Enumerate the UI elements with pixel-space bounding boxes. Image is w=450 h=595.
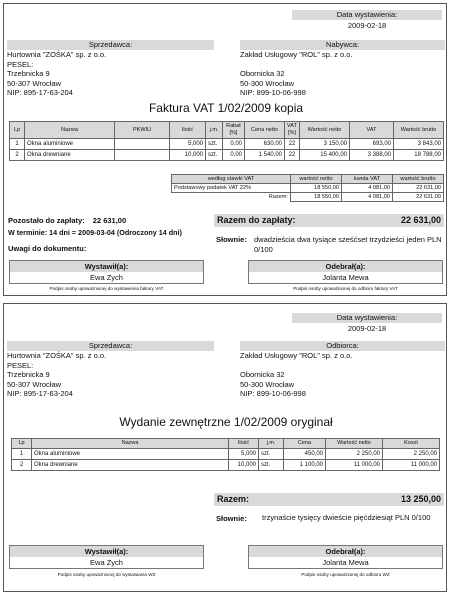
payment-term: W terminie: 14 dni = 2009-03-04 (Odroczony 14 dni) [8, 228, 182, 237]
cell-qty: 10,000 [229, 460, 259, 471]
wz-title: Wydanie zewnętrzne 1/02/2009 oryginał [119, 415, 333, 429]
wz-received-by-note: Podpis osoby upoważnionej do odbioru WZ [301, 572, 390, 577]
to-pay-label: Pozostało do zapłaty: [8, 216, 85, 225]
buyer-line: 50-300 Wrocław [240, 78, 295, 88]
table-row [12, 460, 440, 471]
col-header: j.m. [206, 122, 223, 139]
cell-name: Okna aluminiowe [32, 449, 229, 460]
col-header: Cena netto [245, 122, 285, 139]
cell-pkwiu [115, 139, 170, 150]
vat-net: 18 550,00 [291, 184, 342, 193]
wz-recipient-line: Obornicka 32 [240, 370, 285, 379]
received-by-box [248, 260, 443, 284]
cell-discount: 0,00 [223, 150, 245, 161]
vat-total-label: Razem: [268, 194, 288, 201]
cell-price: 1 100,00 [284, 460, 326, 471]
issue-date-label: Data wystawienia: [292, 10, 442, 20]
vat-gross-total: 22 631,00 [393, 193, 444, 202]
cell-net-value: 2 250,00 [326, 449, 383, 460]
cell-unit: szt. [206, 150, 223, 161]
received-by-label: Odebrał(a): [249, 261, 442, 272]
issued-by-note: Podpis osoby upoważnionej do wystawienia faktury VAT [49, 286, 164, 291]
wz-recipient-header: Odbiorca: [240, 341, 445, 351]
cell-unit: szt. [259, 460, 284, 471]
issued-by-box [9, 260, 204, 284]
wz-document [3, 303, 447, 592]
wz-words-label: Słownie: [216, 514, 247, 523]
wz-seller-line: Hurtownia "ZOŚKA" sp. z o.o. [7, 351, 107, 360]
wz-recipient-line: 50-300 Wrocław [240, 379, 295, 389]
cell-price: 450,00 [284, 449, 326, 460]
wz-issued-by-label: Wystawił(a): [10, 546, 203, 557]
cell-discount: 0,00 [223, 139, 245, 150]
col-header: Wartość netto [300, 122, 350, 139]
wz-total-bar [214, 493, 444, 506]
wz-total-label: Razem: [217, 494, 250, 504]
vat-net-total: 18 550,00 [291, 193, 342, 202]
col-header: Rabat [%] [223, 122, 245, 139]
vat-amount: 4 081,00 [342, 184, 393, 193]
col-header: VAT [350, 122, 394, 139]
vat-col-header: wartość netto [291, 175, 342, 184]
cell-pkwiu [115, 150, 170, 161]
received-by-note: Podpis osoby upoważnionej do odbioru faktury VAT [293, 286, 398, 291]
vat-summary-table [171, 174, 444, 202]
wz-total-value: 13 250,00 [400, 494, 441, 504]
wz-seller-header: Sprzedawca: [7, 341, 214, 351]
table-row [12, 449, 440, 460]
cell-gross-value: 18 788,00 [394, 150, 444, 161]
cell-unit: szt. [259, 449, 284, 460]
total-due-label: Razem do zapłaty: [217, 215, 296, 225]
wz-issued-by-note: Podpis osoby upoważnionej do wystawiania WZ [57, 572, 156, 577]
seller-block [7, 40, 214, 98]
table-row [10, 150, 444, 161]
wz-col-header: Koszt [383, 439, 440, 449]
wz-col-header: Ilość [229, 439, 259, 449]
wz-col-header: Cena [284, 439, 326, 449]
vat-rate-name: Podstawowy podatek VAT 22% [172, 184, 291, 193]
buyer-line: Zakład Usługowy "ROL" sp. z o.o. [240, 50, 353, 59]
vat-amount-total: 4 081,00 [342, 193, 393, 202]
invoice-date-box [292, 10, 442, 31]
col-header: Lp [10, 122, 25, 139]
invoice-items-table [9, 121, 444, 161]
cell-vat: 3 388,00 [350, 150, 394, 161]
wz-seller-line: 50-307 Wrocław [7, 379, 62, 389]
wz-seller-line: PESEL: [7, 360, 34, 370]
wz-issued-by-name: Ewa Zych [90, 558, 123, 567]
total-due-bar [214, 214, 444, 227]
wz-recipient-block [240, 341, 445, 399]
wz-issued-by-box [9, 545, 204, 569]
table-row [10, 139, 444, 150]
vat-summary-header [172, 175, 444, 184]
cell-lp: 1 [12, 449, 32, 460]
cell-name: Okna drewniane [32, 460, 229, 471]
buyer-line [240, 60, 445, 70]
wz-date-box [292, 313, 442, 334]
seller-line: Trzebnicka 9 [7, 69, 50, 78]
cell-net-value: 11 000,00 [326, 460, 383, 471]
wz-table-header-row [12, 439, 440, 449]
cell-gross-value: 3 843,00 [394, 139, 444, 150]
vat-col-header: według stawki VAT [172, 175, 291, 184]
vat-col-header: kwota VAT [342, 175, 393, 184]
wz-amount-in-words: trzynaście tysięcy dwieście pięćdziesiąt PLN 0/100 [262, 513, 431, 522]
cell-vat: 693,00 [350, 139, 394, 150]
buyer-line: NIP: 899-10-06-998 [240, 88, 306, 97]
seller-header: Sprzedawca: [7, 40, 214, 50]
cell-name: Okna drewniane [25, 150, 115, 161]
wz-received-by-label: Odebrał(a): [249, 546, 442, 557]
cell-net-value: 15 400,00 [300, 150, 350, 161]
cell-net-value: 3 150,00 [300, 139, 350, 150]
invoice-title: Faktura VAT 1/02/2009 kopia [148, 101, 304, 115]
amount-in-words: dwadzieścia dwa tysiące sześćset trzydzieści jeden PLN 0/100 [254, 235, 442, 254]
col-header: Nazwa [25, 122, 115, 139]
cell-qty: 10,000 [170, 150, 206, 161]
wz-seller-block [7, 341, 214, 399]
vat-summary-row [172, 184, 444, 193]
wz-recipient-line: NIP: 899-10-06-998 [240, 389, 306, 398]
seller-line: 50-307 Wrocław [7, 78, 62, 88]
issue-date-value: 2009-02-18 [347, 21, 387, 30]
wz-col-header: j.m. [259, 439, 284, 449]
vat-summary-total-row [172, 193, 444, 202]
wz-issue-date-value: 2009-02-18 [347, 324, 387, 333]
issued-by-name: Ewa Zych [90, 273, 123, 282]
cell-unit: szt. [206, 139, 223, 150]
issued-by-label: Wystawił(a): [10, 261, 203, 272]
seller-line: PESEL: [7, 59, 34, 69]
cell-lp: 2 [12, 460, 32, 471]
words-label: Słownie: [216, 235, 247, 244]
col-header: PKWIU [115, 122, 170, 139]
wz-seller-line: Trzebnicka 9 [7, 370, 50, 379]
cell-vat-rate: 22 [285, 150, 300, 161]
seller-line: NIP: 895-17-63-204 [7, 88, 73, 97]
to-pay-line [8, 216, 126, 225]
buyer-header: Nabywca: [240, 40, 445, 50]
cell-cost: 2 250,00 [383, 449, 440, 460]
cell-cost: 11 000,00 [383, 460, 440, 471]
invoice-document [3, 3, 447, 296]
wz-received-by-name: Jolanta Mewa [322, 558, 369, 567]
cell-lp: 2 [10, 150, 25, 161]
cell-lp: 1 [10, 139, 25, 150]
cell-net-price: 1 540,00 [245, 150, 285, 161]
wz-issue-date-label: Data wystawienia: [292, 313, 442, 323]
buyer-block [240, 40, 445, 98]
wz-seller-line: NIP: 895-17-63-204 [7, 389, 73, 398]
wz-col-header: Nazwa [32, 439, 229, 449]
received-by-name: Jolanta Mewa [322, 273, 369, 282]
notes-label: Uwagi do dokumentu: [8, 244, 87, 253]
cell-qty: 5,000 [229, 449, 259, 460]
vat-gross: 22 631,00 [393, 184, 444, 193]
col-header: VAT [%] [285, 122, 300, 139]
wz-recipient-line: Zakład Usługowy "ROL" sp. z o.o. [240, 351, 353, 360]
cell-name: Okna aluminiowe [25, 139, 115, 150]
cell-net-price: 630,00 [245, 139, 285, 150]
wz-col-header: Lp [12, 439, 32, 449]
cell-vat-rate: 22 [285, 139, 300, 150]
vat-col-header: wartość brutto [393, 175, 444, 184]
buyer-line: Obornicka 32 [240, 69, 285, 78]
seller-line: Hurtownia "ZOŚKA" sp. z o.o. [7, 50, 107, 59]
wz-col-header: Wartość netto [326, 439, 383, 449]
total-due-value: 22 631,00 [400, 215, 441, 225]
col-header: Ilość [170, 122, 206, 139]
wz-items-table [11, 438, 440, 471]
cell-qty: 5,000 [170, 139, 206, 150]
wz-received-by-box [248, 545, 443, 569]
table-header-row [10, 122, 444, 139]
to-pay-value: 22 631,00 [92, 216, 127, 225]
col-header: Wartość brutto [394, 122, 444, 139]
wz-recipient-line [240, 361, 445, 371]
